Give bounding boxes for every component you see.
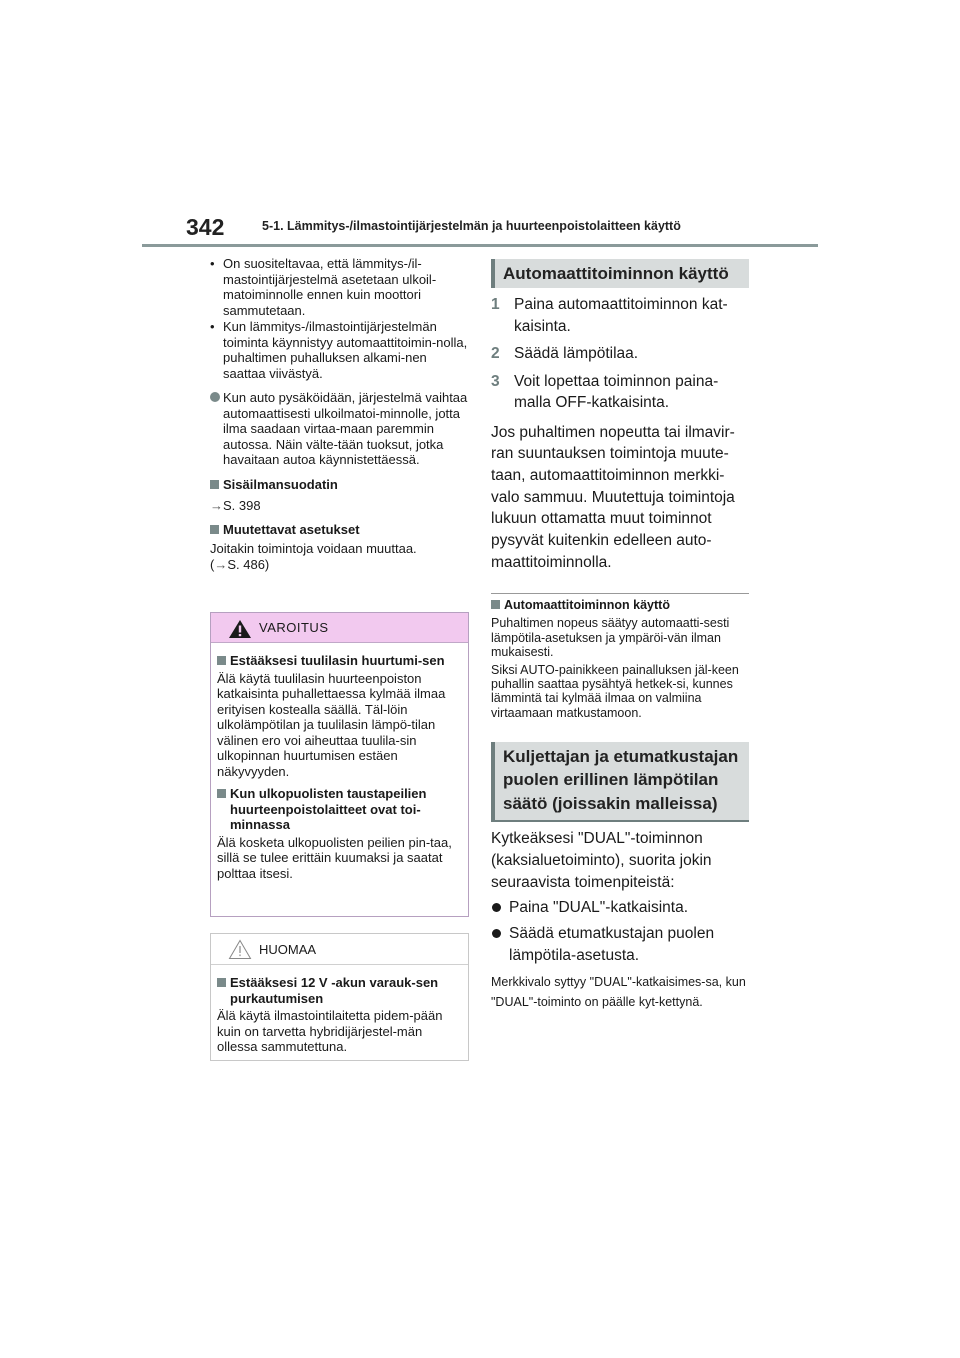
notice-body — [211, 965, 468, 1055]
custom-settings-reference[interactable] — [210, 557, 469, 573]
warning-subheading — [217, 786, 462, 833]
warning-subheading-text: Kun ulkopuolisten taustapeilien huurteenpoistolaitteet ovat toi-minnassa — [230, 786, 427, 832]
auto-sub-heading-text: Automaattitoiminnon käyttö — [504, 598, 670, 613]
left-column — [210, 256, 469, 572]
right-column — [491, 256, 749, 1012]
filter-reference[interactable] — [210, 498, 469, 514]
warning-subheading — [217, 653, 462, 669]
bullet-icon — [492, 929, 501, 938]
warning-triangle-icon — [228, 619, 252, 639]
notice-subheading — [217, 975, 462, 1006]
square-bullet-icon — [491, 600, 500, 609]
arrow-right-icon: → — [214, 556, 228, 572]
square-bullet-icon — [210, 480, 219, 489]
bullet-text: On suositeltavaa, että lämmitys-/il-mastointijärjestelmä asetetaan ulkoil-matoiminnolle ennen kuin moottori sammutetaan. — [223, 256, 437, 318]
divider — [491, 593, 749, 594]
auto-sub-text: Puhaltimen nopeus säätyy automaatti-sesti lämpötila-asetuksen ja ympäröi-vän ilman mukaisesti. — [491, 616, 730, 659]
warning-subheading-text: Estääksesi tuulilasin huurtumi-sen — [230, 653, 445, 668]
option-text: Paina "DUAL"-katkaisinta. — [509, 899, 688, 917]
header-divider — [142, 244, 818, 247]
auto-sub-text: Siksi AUTO-painikkeen painalluksen jäl-keen puhallin saattaa pysähtyä hetkek-si, kunnes lämmintä tai kylmää ilmaa on valmiina virtaamaan matkustamoon. — [491, 663, 739, 720]
notice-label: HUOMAA — [259, 942, 317, 957]
dual-options — [491, 897, 749, 967]
step-number: 2 — [491, 345, 500, 362]
custom-settings-heading-text: Muutettavat asetukset — [223, 521, 360, 537]
step-number: 3 — [491, 372, 500, 390]
step-item — [491, 294, 749, 337]
warning-box — [210, 612, 469, 917]
warning-body — [211, 643, 468, 881]
list-item — [210, 256, 469, 318]
filter-ref-text: S. 398 — [223, 498, 261, 513]
warning-label: VAROITUS — [259, 620, 329, 635]
notice-text: Älä käytä ilmastointilaitetta pidem-pään kuin on tarvetta hybridijärjestel-män ollessa sammutettuna. — [217, 1008, 443, 1054]
step-text: Paina automaattitoiminnon kat-kaisinta. — [514, 296, 728, 335]
step-number: 1 — [491, 296, 500, 313]
auto-sub-heading — [491, 598, 749, 612]
dual-paragraph: Kytkeäksesi "DUAL"-toiminnon (kaksialuetoiminto), suorita jokin seuraavista toimenpiteistä: — [491, 830, 712, 891]
custom-settings-text: Joitakin toimintoja voidaan muuttaa. — [210, 541, 417, 556]
list-item — [491, 897, 749, 919]
list-item — [210, 319, 469, 381]
step-text: Säädä lämpötilaa. — [514, 345, 639, 362]
circle-bullet-icon — [210, 392, 220, 402]
warning-text: Älä käytä tuulilasin huurteenpoiston katkaisinta puhallettaessa kylmää ilmaa erityisen kostealla säällä. Täl-löin ulkolämpötilan ja tuulilasin lämpö-tilan välinen ero voi aiheuttaa tuulila-sin ulkopinnan huurtumisen estäen näkyvyyden. — [217, 670, 446, 779]
step-item — [491, 343, 749, 365]
bullet-list — [210, 256, 469, 381]
auto-paragraph: Jos puhaltimen nopeutta tai ilmavir-ran suuntauksen toimintoja muute-taan, automaattitoiminnon merkki-valo sammuu. Muutettuja toimintoja lukuun ottamatta muut toiminnot pysyvät kuitenkin edelleen auto-maattitoiminnolla. — [491, 423, 735, 571]
parking-note — [210, 390, 469, 468]
section-heading-auto: Automaattitoiminnon käyttö — [491, 259, 749, 288]
warning-text: Älä kosketa ulkopuolisten peilien pin-taa, sillä se tulee erittäin kuumaksi ja saatat polttaa itsesi. — [217, 834, 452, 881]
bullet-dot: • — [210, 319, 215, 334]
square-bullet-icon — [210, 525, 219, 534]
option-text: Säädä etumatkustajan puolen lämpötila-asetusta. — [509, 925, 715, 965]
square-bullet-icon — [217, 789, 226, 798]
bullet-dot: • — [210, 256, 215, 271]
custom-settings-heading — [210, 522, 469, 538]
arrow-right-icon: → — [210, 498, 223, 513]
step-text: Voit lopettaa toiminnon paina-malla OFF-katkaisinta. — [514, 372, 719, 411]
page-number: 342 — [186, 214, 225, 240]
paren-open: ( — [210, 556, 215, 572]
bullet-icon — [492, 903, 501, 912]
square-bullet-icon — [217, 978, 226, 987]
list-item — [491, 923, 749, 967]
notice-subheading-text: Estääksesi 12 V -akun varauk-sen purkautumisen — [230, 975, 439, 1006]
notice-header — [211, 934, 468, 965]
bullet-text: Kun lämmitys-/ilmastointijärjestelmän toiminta käynnistyy automaattitoimin-nolla, puhaltimen puhalluksen alkami-nen saattaa viivästyä. — [223, 319, 468, 381]
custom-ref-text: S. 486) — [227, 556, 270, 572]
caution-triangle-outline-icon — [228, 939, 252, 960]
notice-box — [210, 933, 469, 1061]
filter-heading-text: Sisäilmansuodatin — [223, 476, 338, 492]
section-heading-dual: Kuljettajan ja etumatkustajan puolen erillinen lämpötilan säätö (joissakin malleissa) — [491, 742, 749, 823]
square-bullet-icon — [217, 656, 226, 665]
dual-note: Merkkivalo syttyy "DUAL"-katkaisimes-sa, kun "DUAL"-toiminto on päälle kyt-kettynä. — [491, 975, 746, 1009]
steps-list — [491, 294, 749, 414]
chapter-title: 5-1. Lämmitys-/ilmastointijärjestelmän ja huurteenpoistolaitteen käyttö — [262, 219, 681, 233]
step-item — [491, 371, 749, 414]
filter-heading — [210, 477, 469, 493]
parking-note-text: Kun auto pysäköidään, järjestelmä vaihtaa automaattisesti ulkoilmatoi-minnolle, jotta ilma saadaan virtaa-maan paremmin autossa. Näin välte-tään tuoksut, jotka havaitaan autoa käynnistettäessä. — [223, 390, 468, 467]
warning-header — [211, 613, 468, 643]
